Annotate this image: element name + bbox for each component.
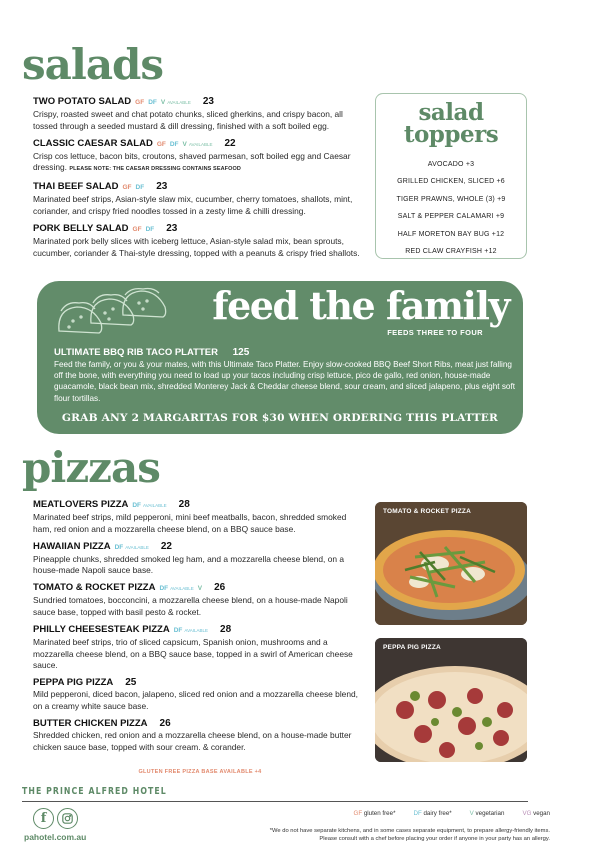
item-name: PORK BELLY SALAD: [33, 222, 129, 234]
facebook-icon[interactable]: f: [33, 808, 54, 829]
feeds-subtitle: FEEDS THREE TO FOUR: [387, 328, 483, 337]
menu-item-meatlovers-pizza: [33, 499, 363, 536]
topper-item: RED CLAW CRAYFISH +12: [405, 248, 497, 256]
toppers-heading-line2: toppers: [403, 121, 499, 148]
instagram-icon[interactable]: [57, 808, 78, 829]
df-label: dairy free*: [423, 810, 452, 817]
df-available-note: AVAILABLE: [143, 503, 167, 508]
item-name: TOMATO & ROCKET PIZZA: [33, 582, 156, 594]
df-tag: DF: [159, 585, 169, 593]
salads-list: [33, 96, 363, 264]
menu-item-pork-belly-salad: [33, 223, 363, 260]
photo-label: TOMATO & ROCKET PIZZA: [383, 508, 471, 515]
item-name: BUTTER CHICKEN PIZZA: [33, 717, 148, 729]
toppers-heading-line1: salad: [418, 99, 484, 126]
item-price: 22: [224, 137, 236, 149]
item-price: 25: [125, 677, 137, 689]
item-price: 26: [214, 582, 226, 594]
df-code: DF: [413, 810, 422, 817]
item-name: THAI BEEF SALAD: [33, 181, 119, 193]
item-description: Feed the family, or you & your mates, with this Ultimate Taco Platter. Enjoy slow-cooked BBQ Beef Short Ribs, meat just falling off the bone, with everything you need to load up your tacos including crisp lettuce, pico de gallo, red onion, house-made guacamole, black bean mix, shredded Monterey Jack & Cheddar cheese blend, sour cream, and sliced jalapeno, plus eight soft flour tortillas.: [54, 360, 516, 403]
df-tag: DF: [173, 626, 183, 634]
item-description: Pineapple chunks, shredded smoked leg ham, and a mozzarella cheese blend, on a house-made Napoli sauce base.: [33, 553, 345, 576]
df-tag: DF: [145, 225, 155, 233]
item-description: Crispy, roasted sweet and chat potato chunks, sliced gherkins, and crispy bacon, all tossed through a seeded mustard & dill dressing, finished with a soft boiled egg.: [33, 109, 343, 131]
pizza-image: [375, 638, 527, 762]
v-available-note: AVAILABLE: [167, 100, 191, 105]
footer-divider: [22, 801, 528, 802]
item-price: 26: [159, 717, 171, 729]
legend-vg: [522, 810, 550, 817]
df-tag: DF: [169, 140, 179, 148]
gf-tag: GF: [132, 225, 142, 233]
v-available-note: AVAILABLE: [188, 141, 213, 147]
platter-item: [54, 347, 516, 404]
salad-toppers-box: [375, 93, 527, 259]
item-description: Marinated beef strips, Asian-style slaw mix, cucumber, cherry tomatoes, shallots, mint, coriander, and crispy fried noodles tossed in a zesty lime & chilli dressing.: [33, 194, 353, 216]
topper-item: TIGER PRAWNS, WHOLE (3) +9: [396, 195, 506, 203]
pizzas-list: [33, 499, 363, 758]
margarita-promo: GRAB ANY 2 MARGARITAS FOR $30 WHEN ORDERING THIS PLATTER: [61, 412, 499, 424]
v-code: V: [469, 810, 474, 817]
gf-label: gluten free*: [363, 810, 396, 817]
taco-icon: [53, 287, 169, 339]
item-name: TWO POTATO SALAD: [33, 96, 132, 107]
topper-item: SALT & PEPPER CALAMARI +9: [397, 213, 505, 221]
website-link[interactable]: pahotel.com.au: [24, 832, 87, 842]
menu-item-philly-cheesesteak-pizza: [33, 624, 363, 672]
df-tag: DF: [148, 99, 157, 106]
menu-item-butter-chicken-pizza: [33, 718, 363, 754]
item-name: ULTIMATE BBQ RIB TACO PLATTER: [54, 347, 218, 358]
item-description: Marinated pork belly slices with iceberg lettuce, Asian-style salad mix, bean sprouts, cucumber, coriander & Thai-style dressing, topped with a peanuts & crispy fried shallots.: [33, 235, 360, 258]
gf-tag: GF: [135, 99, 145, 106]
toppers-list: [376, 156, 526, 260]
item-name: HAWAIIAN PIZZA: [33, 540, 111, 552]
peppa-pig-pizza-photo: [375, 638, 527, 762]
item-description: Crisp cos lettuce, bacon bits, croutons, shaved parmesan, soft boiled egg and Caesar dressing.: [33, 150, 351, 173]
feed-the-family-banner: [37, 281, 523, 434]
legend-gf: [354, 810, 396, 817]
v-tag: V: [197, 585, 203, 593]
df-available-note: AVAILABLE: [125, 544, 149, 550]
df-available-note: AVAILABLE: [170, 586, 194, 592]
item-price: 23: [166, 222, 178, 234]
item-name: CLASSIC CAESAR SALAD: [33, 137, 153, 149]
gf-tag: GF: [156, 140, 166, 148]
v-tag: V: [182, 140, 187, 148]
salads-heading: salads: [22, 40, 164, 89]
menu-item-classic-caesar-salad: [33, 138, 363, 177]
item-description: Sundried tomatoes, bocconcini, a mozzarella cheese blend, on a house-made Napoli sauce base, topped with basil pesto & rocket.: [33, 595, 348, 617]
df-available-note: AVAILABLE: [184, 627, 209, 633]
seafood-note: PLEASE NOTE: THE CAESAR DRESSING CONTAINS SEAFOOD: [69, 166, 241, 173]
v-label: vegetarian: [475, 810, 505, 817]
topper-item: HALF MORETON BAY BUG +12: [397, 230, 505, 238]
gf-code: GF: [353, 810, 363, 817]
menu-item-tomato-rocket-pizza: [33, 582, 363, 619]
df-tag: DF: [135, 184, 145, 192]
gluten-free-base-note: GLUTEN FREE PIZZA BASE AVAILABLE +4: [138, 769, 262, 775]
vg-label: vegan: [533, 810, 550, 817]
dietary-legend: [354, 810, 551, 817]
item-price: 23: [202, 96, 214, 107]
photo-label: PEPPA PIG PIZZA: [383, 644, 441, 651]
pizzas-heading: pizzas: [22, 443, 160, 492]
topper-item: GRILLED CHICKEN, SLICED +6: [397, 178, 505, 186]
item-name: PEPPA PIG PIZZA: [33, 677, 114, 689]
df-tag: DF: [114, 543, 124, 551]
item-name: MEATLOVERS PIZZA: [33, 499, 129, 510]
item-price: 22: [160, 540, 172, 552]
v-tag: V: [160, 99, 166, 106]
item-description: Marinated beef strips, mild pepperoni, mini beef meatballs, bacon, shredded smoked ham, red onion and a mozzarella cheese blend, on a BBQ sauce base.: [33, 512, 347, 534]
feed-the-family-heading: feed the family: [212, 283, 509, 328]
item-description: Shredded chicken, red onion and a mozzarella cheese blend, on a house-made butter chicken sauce base, topped with sour cream. & corander.: [33, 729, 352, 752]
legend-v: [470, 810, 505, 817]
item-price: 23: [156, 181, 168, 193]
df-tag: DF: [132, 502, 142, 509]
item-description: Marinated beef strips, trio of sliced capsicum, Spanish onion, mushrooms and a mozzarella cheese blend, on a BBQ sauce base, topped in a swirl of American cheese sauce.: [33, 636, 353, 671]
menu-item-two-potato-salad: [33, 96, 363, 133]
toppers-heading: [376, 99, 526, 148]
item-price: 28: [220, 623, 232, 635]
gf-tag: GF: [122, 184, 132, 192]
menu-item-peppa-pig-pizza: [33, 677, 363, 713]
item-description: Mild pepperoni, diced bacon, jalapeno, sliced red onion and a mozzarella cheese blend, on a creamy white sauce base.: [33, 689, 358, 711]
tomato-rocket-pizza-photo: [375, 502, 527, 625]
item-description-wrap: [33, 151, 363, 177]
allergy-disclaimer: [270, 827, 550, 843]
vg-code: VG: [522, 810, 532, 817]
item-price: 28: [178, 499, 190, 510]
pizza-image: [375, 502, 527, 625]
disclaimer-line2: Please consult with a chef before placing your order if anyone in your party has an allergy.: [319, 836, 550, 842]
menu-item-thai-beef-salad: [33, 181, 363, 218]
legend-df: [413, 810, 451, 817]
disclaimer-line1: *We do not have separate kitchens, and in some cases separate equipment, to prepare allergy-friendly items.: [269, 828, 550, 834]
item-name: PHILLY CHEESESTEAK PIZZA: [33, 623, 170, 635]
menu-item-hawaiian-pizza: [33, 541, 363, 578]
topper-item: AVOCADO +3: [427, 161, 475, 168]
hotel-name: THE PRINCE ALFRED HOTEL: [22, 786, 167, 797]
item-price: 125: [232, 347, 250, 358]
